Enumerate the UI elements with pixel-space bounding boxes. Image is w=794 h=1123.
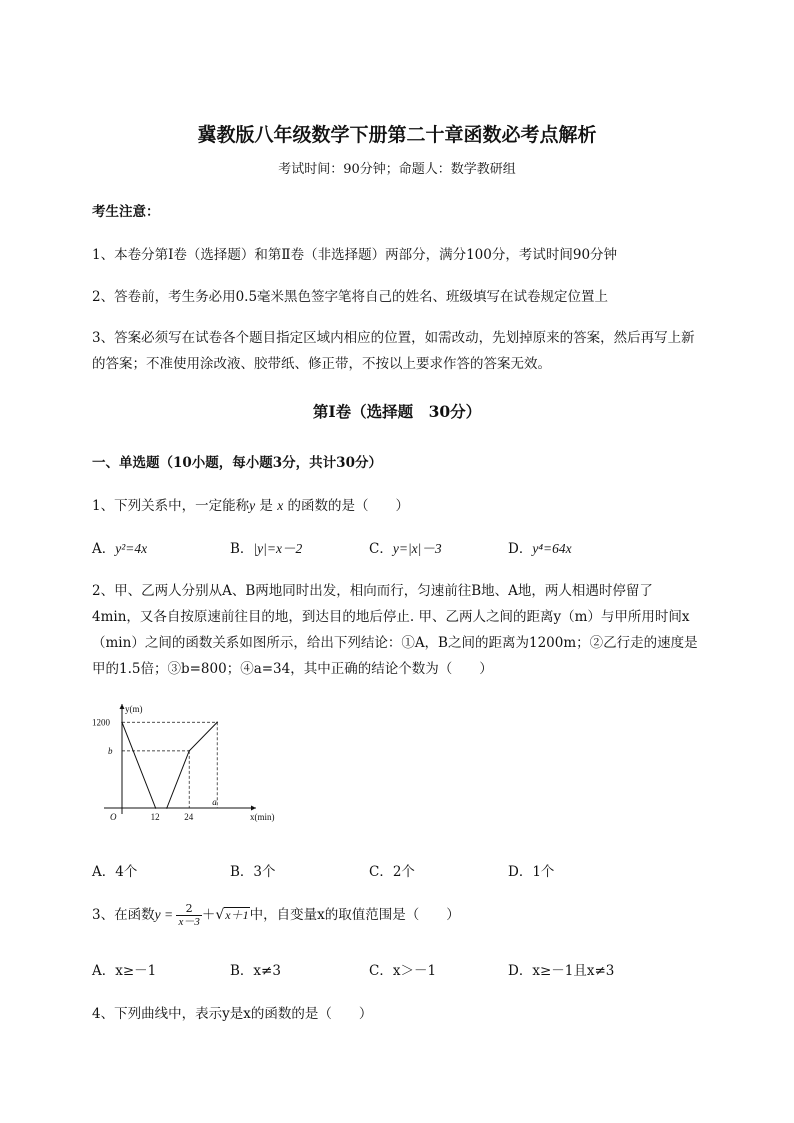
question-2-line-1: 2、甲、乙两人分别从A、B两地同时出发，相向而行，匀速前往B地、A地，两人相遇时停留了 <box>92 583 653 599</box>
question-3-stem: 3、在函数y = $\frac{2}{x-3}$ ＋√x＋1中，自变量x的取值范围是（ ） <box>92 902 460 928</box>
section-title: 第I卷（选择题 30分） <box>312 402 482 421</box>
q1-option-b[interactable]: B．|y|=x－2 <box>230 541 303 557</box>
data-point <box>216 721 218 723</box>
x-axis-arrow <box>251 806 256 811</box>
q3-option-a[interactable]: A．x≥－1 <box>92 963 157 979</box>
y-axis-label: y(m) <box>125 704 143 714</box>
notice-item-3-cont: 的答案；不准使用涂改液、胶带纸、修正带，不按以上要求作答的答案无效。 <box>92 356 551 372</box>
q3-option-b[interactable]: B．x≠3 <box>230 963 281 979</box>
series-line <box>122 722 217 808</box>
x-tick-label: 24 <box>184 812 194 822</box>
q1-option-a[interactable]: A．y²=4x <box>92 541 148 557</box>
data-point <box>188 750 190 752</box>
document-title: 冀教版八年级数学下册第二十章函数必考点解析 <box>197 124 597 146</box>
document-subtitle: 考试时间：90分钟；命题人：数学教研组 <box>278 162 516 177</box>
q2-option-a[interactable]: A．4个 <box>92 864 138 880</box>
q2-option-c[interactable]: C．2个 <box>369 864 415 880</box>
notice-item-1: 1、本卷分第I卷（选择题）和第Ⅱ卷（非选择题）两部分，满分100分，考试时间90分钟 <box>92 247 618 263</box>
q1-option-d[interactable]: D．y⁴=64x <box>508 541 572 557</box>
function-y: y = <box>154 907 177 922</box>
y-axis-arrow <box>120 704 125 709</box>
notice-item-3: 3、答案必须写在试卷各个题目指定区域内相应的位置，如需改动，先划掉原来的答案，然后再写上新 <box>92 330 695 346</box>
q3-option-c[interactable]: C．x＞－1 <box>369 963 437 979</box>
q1-option-c[interactable]: C．y=|x|－3 <box>369 541 442 557</box>
sqrt-radicand: x＋1 <box>225 908 249 922</box>
q2-option-d[interactable]: D．1个 <box>508 864 555 880</box>
data-point <box>155 807 157 809</box>
q2-option-b[interactable]: B．3个 <box>230 864 276 880</box>
q3-option-d[interactable]: D．x≥－1且x≠3 <box>508 963 615 979</box>
x-tick-label: 12 <box>150 812 160 822</box>
question-1-stem: 1、下列关系中，一定能称y 是 x 的函数的是（ ） <box>92 498 409 514</box>
y-tick-label: 1200 <box>92 717 110 728</box>
question-2-line-3: （min）之间的函数关系如图所示，给出下列结论：①A，B之间的距离为1200m；②乙行走的速度是 <box>92 635 698 651</box>
part-heading: 一、单选题（10小题，每小题3分，共计30分） <box>92 455 382 471</box>
x-tick-label: a <box>212 797 217 807</box>
question-2-line-2: 4min，又各自按原速前往目的地，到达目的地后停止. 甲、乙两人之间的距离y（m）与甲所用时间x <box>92 609 690 625</box>
y-tick-label: b <box>108 745 113 756</box>
fraction: $\frac{2}{x-3}$ <box>178 902 200 928</box>
question-2-line-4: 甲的1.5倍；③b=800；④a=34，其中正确的结论个数为（ ） <box>92 661 493 677</box>
origin-label: O <box>110 812 117 822</box>
notice-heading: 考生注意： <box>92 204 160 220</box>
distance-time-chart <box>90 700 275 830</box>
notice-item-2: 2、答卷前，考生务必用0.5毫米黑色签字笔将自己的姓名、班级填写在试卷规定位置上 <box>92 289 609 305</box>
data-point <box>166 807 168 809</box>
question-4-stem: 4、下列曲线中，表示y是x的函数的是（ ） <box>92 1006 373 1022</box>
x-axis-label: x(min) <box>250 812 275 822</box>
data-point <box>121 721 123 723</box>
